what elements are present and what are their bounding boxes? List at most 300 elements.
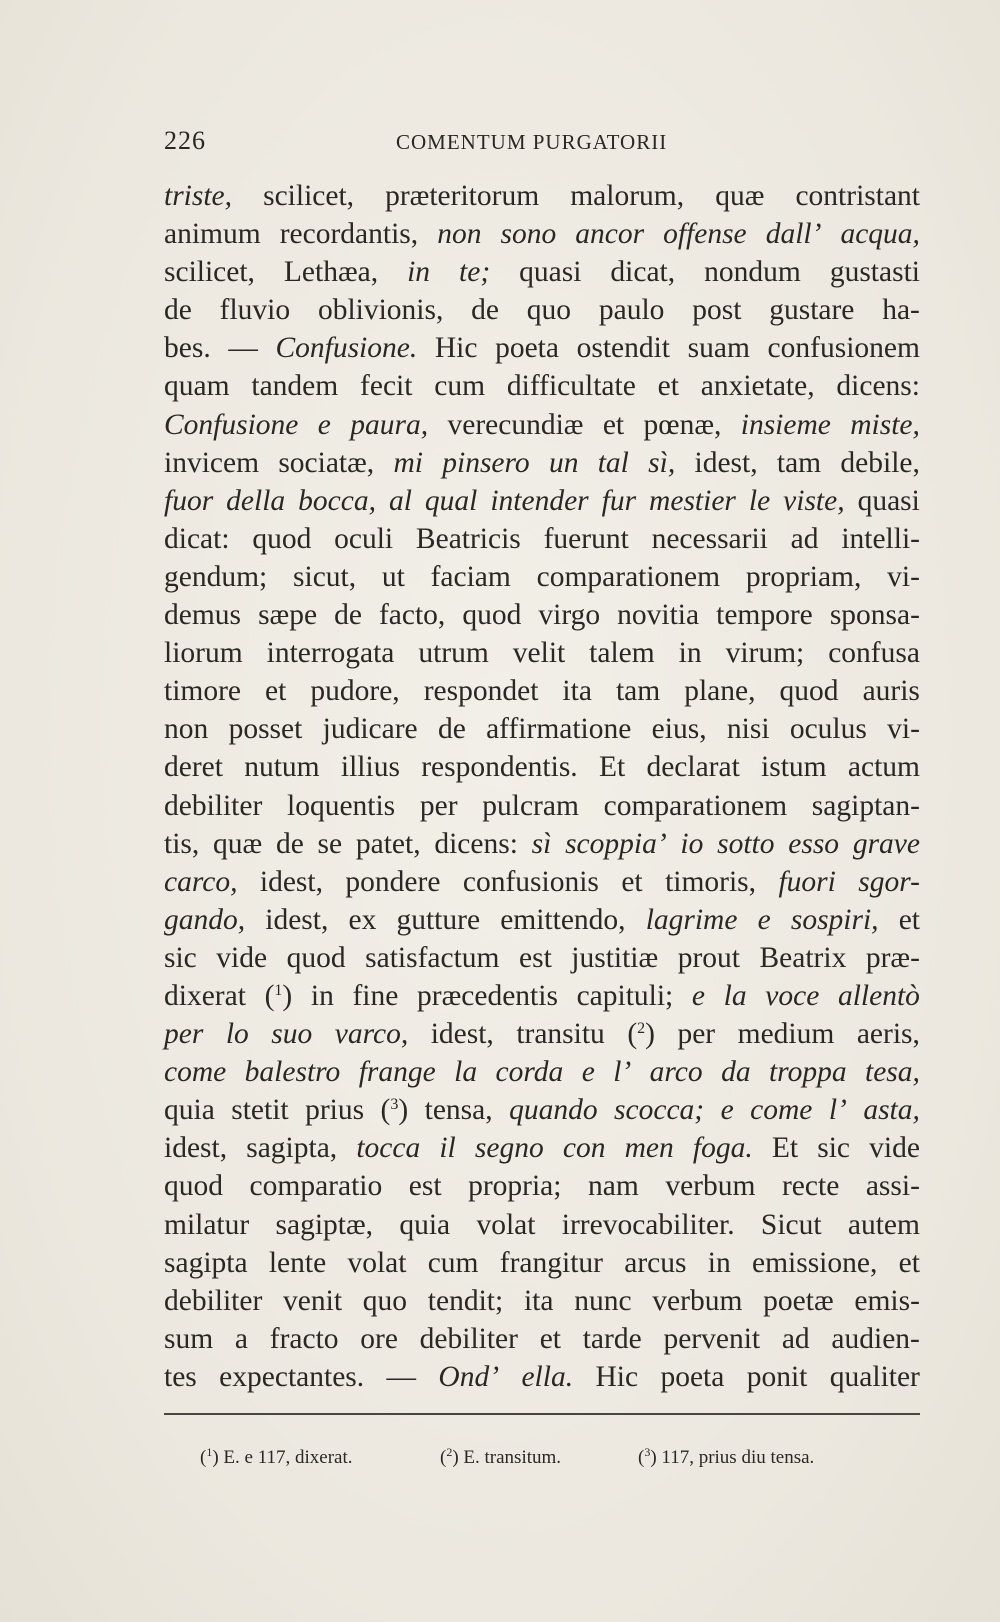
word: poeta	[495, 332, 559, 365]
text-line	[164, 291, 920, 329]
word: virum;	[725, 637, 805, 670]
word: novitia	[617, 599, 700, 632]
text-line	[164, 367, 920, 405]
text-line	[164, 672, 920, 710]
word: ad	[781, 1322, 810, 1355]
word: stetit	[231, 1094, 289, 1127]
word: vi-	[887, 560, 920, 593]
word: istum	[761, 751, 827, 784]
word: et	[898, 1246, 920, 1279]
word: transitu	[516, 1018, 605, 1051]
word: auris	[862, 675, 920, 708]
word: declarat	[646, 751, 740, 784]
text-line	[164, 596, 920, 634]
word: con	[562, 1132, 606, 1165]
word: quo	[362, 1284, 408, 1317]
footnote-1: ($^1$) E. e 117, dixerat.	[200, 1445, 353, 1468]
word: verecundiæ	[447, 408, 584, 441]
text-line	[164, 1244, 920, 1282]
word: quod	[462, 599, 522, 632]
word: audien-	[831, 1322, 920, 1355]
word: sagiptan-	[811, 789, 920, 822]
word: tesa,	[865, 1056, 920, 1089]
word: tam	[776, 446, 822, 479]
text-line	[164, 939, 920, 977]
word: anxietate,	[700, 370, 815, 403]
word: sì,	[648, 446, 676, 479]
word: confusa	[828, 637, 920, 670]
word: lente	[268, 1246, 327, 1279]
word: comparationem	[536, 560, 721, 593]
word: gustare	[769, 294, 855, 327]
word: quod	[164, 1170, 223, 1203]
word: fur	[601, 484, 637, 517]
word: un	[548, 446, 579, 479]
text-line	[164, 1320, 920, 1358]
footnote-reference: 1	[274, 981, 283, 999]
word: gendum;	[164, 560, 268, 593]
text-line	[164, 1358, 920, 1396]
word: dixerat	[164, 979, 246, 1012]
footnote-reference: 3	[390, 1096, 399, 1114]
word: judicare	[322, 713, 418, 746]
word: qual	[424, 484, 478, 517]
word: —	[386, 1360, 417, 1393]
word: intender	[490, 484, 589, 517]
text-line	[164, 863, 920, 901]
text-line	[164, 634, 920, 672]
word: arco	[649, 1056, 703, 1089]
word: ($^3$)	[380, 1094, 409, 1127]
word: de	[334, 599, 362, 632]
word: al	[388, 484, 412, 517]
word: quæ	[213, 827, 263, 860]
word: paulo	[598, 294, 665, 327]
word: fuor	[164, 484, 214, 517]
word: debiliter	[164, 789, 263, 822]
word: sponsa-	[829, 599, 920, 632]
word: liorum	[164, 637, 243, 670]
word: allentò	[837, 979, 920, 1012]
text-line	[164, 710, 920, 748]
word: animum	[164, 218, 261, 251]
word: gustasti	[829, 256, 920, 289]
word: verbum	[652, 1284, 743, 1317]
word: oculi	[334, 522, 394, 555]
word: sicut,	[293, 560, 357, 593]
footnote-text: ) E. transitum.	[452, 1447, 562, 1468]
footnotes	[200, 1445, 900, 1475]
word: pulcram	[482, 789, 579, 822]
word: posset	[228, 713, 303, 746]
word: mi	[393, 446, 423, 479]
word: le	[748, 484, 771, 517]
word: præteritorum	[385, 180, 540, 212]
word: de	[471, 294, 499, 327]
word: prius	[305, 1094, 365, 1127]
word: bocca,	[298, 484, 376, 517]
word: de	[275, 827, 304, 860]
word: pudore,	[310, 675, 400, 708]
word: et	[657, 370, 679, 403]
footnote-3: ($^3$) 117, prius diu tensa.	[638, 1445, 815, 1468]
word: cum	[427, 1246, 479, 1279]
text-line	[164, 1091, 920, 1129]
word: quando	[509, 1094, 598, 1127]
word: fuerunt	[543, 522, 629, 555]
word: vide	[216, 941, 268, 974]
word: recte	[781, 1170, 840, 1203]
word: Lethæa,	[283, 256, 379, 289]
word: tocca	[356, 1132, 421, 1165]
word: fuori	[778, 865, 836, 898]
word: offense	[663, 218, 747, 251]
word: asta,	[863, 1094, 920, 1127]
text-line	[164, 253, 920, 291]
word: eius,	[651, 713, 707, 746]
word: scoppia’	[565, 827, 667, 860]
word: quod	[252, 522, 312, 555]
word: debiliter	[419, 1322, 518, 1355]
word: loquentis	[287, 789, 396, 822]
text-line	[164, 444, 920, 482]
word: da	[721, 1056, 751, 1089]
footnote-text: ) E. e 117, dixerat.	[212, 1447, 353, 1468]
word: gutture	[396, 903, 481, 936]
word: scilicet,	[263, 180, 355, 212]
text-line	[164, 787, 920, 825]
word: tis,	[164, 827, 200, 860]
text-line	[164, 977, 920, 1015]
footnote-marker: 1	[206, 1445, 213, 1459]
word: sociatæ,	[278, 446, 375, 479]
word: Ond’	[438, 1360, 500, 1393]
word: pervenit	[663, 1322, 761, 1355]
word: nondum	[704, 256, 801, 289]
word: medium	[737, 1018, 835, 1051]
running-title: COMENTUM PURGATORII	[396, 130, 668, 154]
word: actum	[847, 751, 920, 784]
word: facto,	[378, 599, 446, 632]
word: Sicut	[760, 1208, 822, 1241]
word: confusionem	[767, 332, 920, 365]
word: plane,	[684, 675, 756, 708]
word: Et	[771, 1132, 799, 1165]
word: sono	[500, 218, 557, 251]
word: in	[407, 256, 431, 289]
word: nunc	[574, 1284, 632, 1317]
word: sagipta,	[246, 1132, 338, 1165]
word: come	[164, 1056, 227, 1089]
text-line	[164, 1206, 920, 1244]
word: Beatrix	[759, 941, 847, 974]
word: vi-	[887, 713, 920, 746]
word: come	[750, 1094, 813, 1127]
word: ex	[348, 903, 377, 936]
word: quo	[526, 294, 572, 327]
word: illius	[340, 751, 400, 784]
word: et	[539, 1322, 561, 1355]
word: foga.	[692, 1132, 753, 1165]
word: Beatricis	[415, 522, 521, 555]
word: malorum,	[570, 180, 685, 212]
word: sic	[817, 1132, 850, 1165]
word: lo	[225, 1018, 249, 1051]
word: debile,	[840, 446, 920, 479]
word: præ-	[865, 941, 920, 974]
word: ita	[523, 1284, 554, 1317]
word: justitiæ	[571, 941, 659, 974]
word: nisi	[726, 713, 770, 746]
word: timore	[164, 675, 242, 708]
word: Confusione.	[275, 332, 418, 365]
text-line	[164, 1015, 920, 1053]
word: intelli-	[841, 522, 920, 555]
word: talem	[589, 637, 655, 670]
word: —	[228, 332, 258, 365]
word: et	[898, 903, 920, 936]
word: præcedentis	[417, 979, 558, 1012]
word: il	[439, 1132, 456, 1165]
word: fine	[352, 979, 399, 1012]
word: e	[757, 903, 771, 936]
text-line	[164, 406, 920, 444]
word: varco,	[334, 1018, 409, 1051]
word: est	[408, 1170, 442, 1203]
text-line	[164, 1053, 920, 1091]
word: lagrime	[645, 903, 738, 936]
word: ad	[790, 522, 819, 555]
word: tendit;	[427, 1284, 504, 1317]
word: idest,	[259, 865, 323, 898]
word: ancor	[575, 218, 645, 251]
word: tam	[615, 675, 661, 708]
word: quia	[399, 1208, 451, 1241]
word: ha-	[882, 294, 920, 327]
word: volat	[476, 1208, 536, 1241]
word: quasi	[519, 256, 582, 289]
word: tandem	[251, 370, 339, 403]
word: faciam	[430, 560, 511, 593]
word: scocca;	[614, 1094, 705, 1127]
word: timoris,	[665, 865, 757, 898]
footnote-marker: 2	[446, 1445, 453, 1459]
word: segno	[474, 1132, 544, 1165]
word: venit	[283, 1284, 343, 1317]
word: troppa	[768, 1056, 847, 1089]
word: tensa,	[424, 1094, 493, 1127]
word: insieme	[740, 408, 831, 441]
word: sgor-	[858, 865, 920, 898]
footnote-rule	[164, 1413, 920, 1415]
word: et	[265, 675, 287, 708]
word: ostendit	[576, 332, 671, 365]
word: non	[164, 713, 209, 746]
word: suo	[271, 1018, 313, 1051]
word: quasi	[857, 484, 920, 517]
word: tes	[164, 1360, 197, 1393]
word: vide	[869, 1132, 920, 1165]
word: pondere	[345, 865, 441, 898]
word: pinsero	[442, 446, 530, 479]
word: dicens:	[836, 370, 920, 403]
word: propriam,	[745, 560, 862, 593]
word: verbum	[665, 1170, 756, 1203]
word: emittendo,	[500, 903, 626, 936]
word: demus	[164, 599, 242, 632]
word: sagipta	[164, 1246, 248, 1279]
word: confusionis	[462, 865, 599, 898]
word: emis-	[854, 1284, 920, 1317]
text-line	[164, 1129, 920, 1167]
word: dicat:	[164, 522, 230, 555]
word: viste,	[783, 484, 845, 517]
word: tarde	[582, 1322, 642, 1355]
word: oculus	[789, 713, 867, 746]
word: a	[234, 1322, 249, 1355]
word: Confusione	[164, 408, 299, 441]
word: interrogata	[266, 637, 395, 670]
word: suam	[687, 332, 750, 365]
word: dicens:	[434, 827, 518, 860]
word: e	[581, 1056, 595, 1089]
word: balestro	[244, 1056, 341, 1089]
word: invicem	[164, 446, 260, 479]
word: est	[519, 941, 552, 974]
word: tal	[597, 446, 629, 479]
word: necessarii	[651, 522, 768, 555]
word: satisfactum	[365, 941, 500, 974]
word: io	[680, 827, 704, 860]
word: poetæ	[763, 1284, 834, 1317]
word: esso	[788, 827, 840, 860]
footnote-reference: 2	[637, 1020, 646, 1038]
word: autem	[847, 1208, 920, 1241]
word: ($^2$)	[627, 1018, 655, 1051]
text-line	[164, 748, 920, 786]
page-number: 226	[164, 126, 206, 155]
text-line	[164, 558, 920, 596]
word: ella.	[521, 1360, 574, 1393]
word: se	[317, 827, 343, 860]
word: quæ	[715, 180, 765, 212]
word: de	[437, 713, 466, 746]
word: expectantes.	[219, 1360, 365, 1393]
word: respondentis.	[421, 751, 578, 784]
word: carco,	[164, 865, 238, 898]
word: difficultate	[506, 370, 636, 403]
word: voce	[765, 979, 820, 1012]
word: post	[692, 294, 742, 327]
word: propria;	[468, 1170, 562, 1203]
word: e	[720, 1094, 734, 1127]
text-line	[164, 520, 920, 558]
word: dall’	[765, 218, 822, 251]
word: capituli;	[576, 979, 674, 1012]
word: ita	[562, 675, 592, 708]
text-line	[164, 215, 920, 253]
footnote-2: ($^2$) E. transitum.	[440, 1445, 562, 1468]
word: e	[317, 408, 331, 441]
word: corda	[495, 1056, 564, 1089]
footnote-marker: 3	[644, 1445, 651, 1459]
word: ore	[360, 1322, 398, 1355]
text-line	[164, 482, 920, 520]
word: la	[454, 1056, 478, 1089]
word: idest,	[430, 1018, 494, 1051]
word: Hic	[595, 1360, 639, 1393]
word: irrevocabiliter.	[561, 1208, 735, 1241]
word: assi-	[865, 1170, 920, 1203]
footnote-text: ) 117, prius diu tensa.	[650, 1447, 815, 1468]
word: Et	[598, 751, 626, 784]
word: fracto	[269, 1322, 339, 1355]
word: quod	[779, 675, 839, 708]
word: prout	[677, 941, 740, 974]
text-line	[164, 825, 920, 863]
word: in	[678, 637, 702, 670]
word: affirmatione	[486, 713, 632, 746]
word: l’	[828, 1094, 847, 1127]
word: ($^1$)	[264, 979, 293, 1012]
word: arcus	[624, 1246, 687, 1279]
word: ut	[381, 560, 405, 593]
word: sic	[164, 941, 197, 974]
word: sì	[531, 827, 552, 860]
word: oblivionis,	[317, 294, 444, 327]
word: gando,	[164, 903, 246, 936]
text-line	[164, 1167, 920, 1205]
word: recordantis,	[279, 218, 419, 251]
word: milatur	[164, 1208, 250, 1241]
word: per	[677, 1018, 716, 1051]
word: poeta	[660, 1360, 725, 1393]
word: e	[691, 979, 705, 1012]
text-line	[164, 177, 920, 215]
word: virgo	[538, 599, 601, 632]
word: emissione,	[751, 1246, 878, 1279]
word: qualiter	[829, 1360, 920, 1393]
word: sospiri,	[790, 903, 879, 936]
body-text	[164, 177, 920, 1396]
word: nam	[588, 1170, 639, 1203]
word: triste,	[164, 180, 233, 212]
word: Hic	[434, 332, 478, 365]
word: quam	[164, 370, 230, 403]
word: idest,	[265, 903, 329, 936]
word: frange	[358, 1056, 436, 1089]
word: comparationem	[603, 789, 788, 822]
word: patet,	[355, 827, 421, 860]
word: tempore	[716, 599, 813, 632]
word: nutum	[244, 751, 320, 784]
word: frangitur	[499, 1246, 603, 1279]
page-header	[164, 126, 920, 160]
word: sum	[164, 1322, 214, 1355]
word: respondet	[423, 675, 539, 708]
word: idest,	[164, 1132, 228, 1165]
word: grave	[852, 827, 920, 860]
text-line	[164, 329, 920, 367]
word: aeris,	[856, 1018, 920, 1051]
word: volat	[347, 1246, 407, 1279]
word: ponit	[746, 1360, 808, 1393]
word: acqua,	[840, 218, 920, 251]
word: la	[723, 979, 747, 1012]
word: velit	[512, 637, 566, 670]
text-line	[164, 1282, 920, 1320]
word: pœnæ,	[643, 408, 722, 441]
